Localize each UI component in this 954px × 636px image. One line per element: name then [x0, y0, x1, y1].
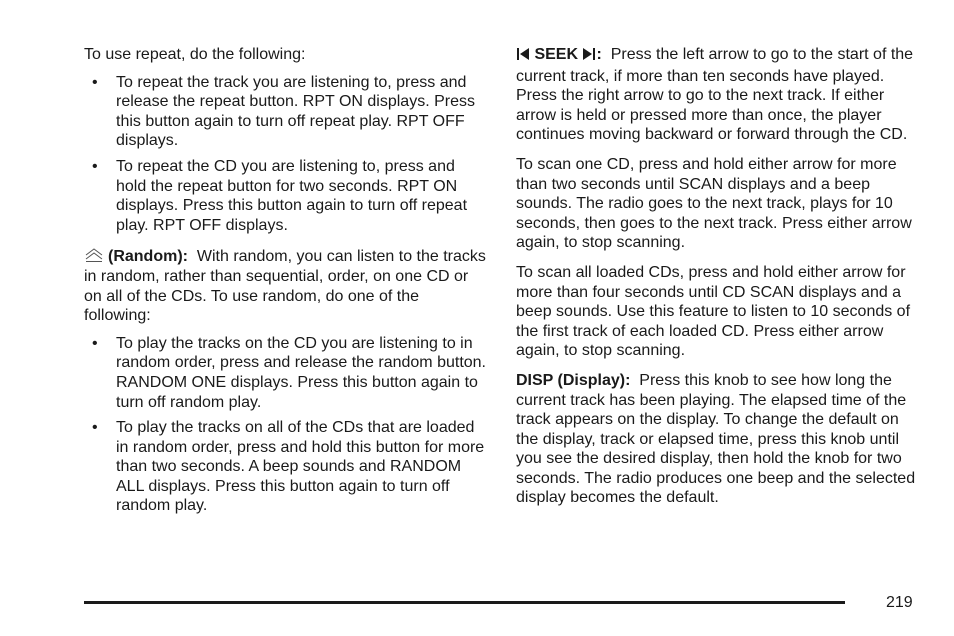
random-label: (Random):	[108, 248, 188, 266]
repeat-intro: To use repeat, do the following:	[84, 46, 306, 63]
seek-back-icon	[516, 47, 530, 67]
random-list	[84, 334, 488, 516]
list-item: • To play the tracks on the CD you are listening to in random order, press and release the random button. RANDOM ONE displays. Press this button again to turn off random play.	[84, 334, 488, 412]
left-column	[84, 45, 488, 516]
list-item: • To play the tracks on all of the CDs that are loaded in random order, press and hold this button for more than two seconds. A beep sounds and RANDOM ALL displays. Press this button again to turn off random play.	[84, 418, 488, 516]
random-paragraph	[84, 247, 488, 325]
random-icon	[84, 248, 104, 262]
seek-text: Press the left arrow to go to the start of the current track, if more than ten seconds have played. Press the right arrow to go to the next track. If either arrow is held or pressed more than once, the player continues moving backward or forward through the CD.	[516, 46, 914, 144]
footer-rule	[84, 601, 845, 604]
seek-colon: :	[596, 46, 602, 63]
disp-paragraph	[516, 371, 921, 508]
repeat-list	[84, 73, 488, 236]
scan-one-paragraph: To scan one CD, press and hold either arrow for more than two seconds until SCAN displays and a beep sounds. The radio goes to the next track, plays for 10 seconds, then goes to the next track. Press either arrow again, to stop scanning.	[516, 155, 912, 252]
random-text: With random, you can listen to the tracks in random, rather than sequential, order, on one CD or on all of the CDs. To use random, do one of the following:	[84, 248, 486, 325]
list-item: • To repeat the CD you are listening to, press and hold the repeat button for two seconds. RPT ON displays. Press this button again to turn off repeat play. RPT OFF displays.	[84, 157, 488, 235]
page-number: 219	[886, 594, 913, 611]
right-column	[516, 45, 921, 508]
disp-text: Press this knob to see how long the current track has been playing. The elapsed time of the track appears on the display. To change the default on the display, track or elapsed time, press this knob until you see the desired display, then hold the knob for two seconds. The radio produces one beep and the selected display becomes the default.	[516, 371, 916, 507]
disp-label: DISP (Display):	[516, 371, 631, 389]
seek-paragraph	[516, 45, 921, 145]
seek-label: SEEK	[534, 46, 579, 63]
list-item: • To repeat the track you are listening to, press and release the repeat button. RPT ON displays. Press this button again to turn off repeat play. RPT OFF displays.	[84, 73, 488, 151]
scan-all-paragraph: To scan all loaded CDs, press and hold either arrow for more than four seconds until CD SCAN displays and a beep sounds. Use this feature to listen to 10 seconds of the first track of each loaded CD. Press either arrow again, to stop scanning.	[516, 263, 911, 360]
seek-forward-icon	[582, 47, 596, 67]
